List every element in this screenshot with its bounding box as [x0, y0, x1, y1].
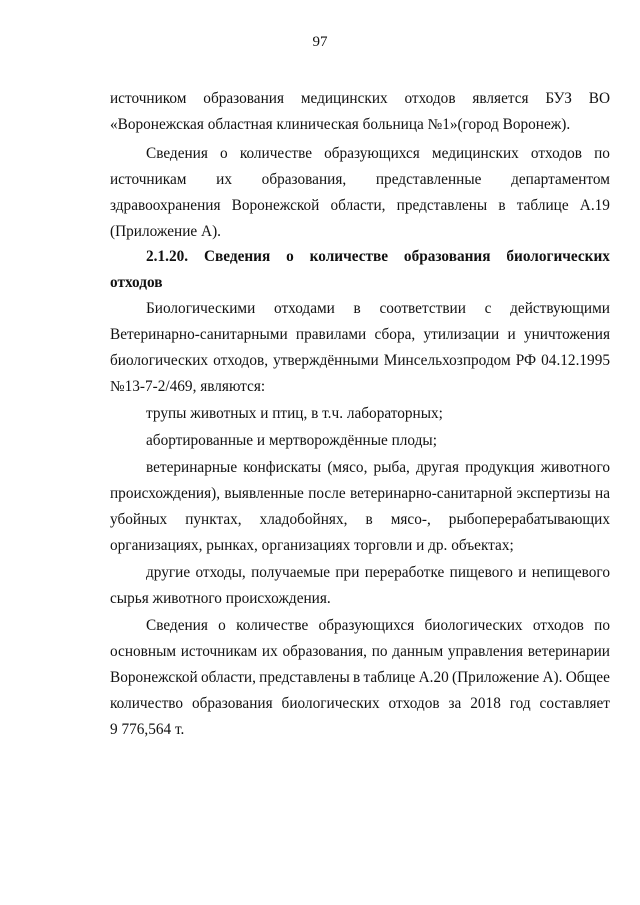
- word: 2018: [470, 695, 501, 712]
- text-line: (Приложение А).: [110, 223, 221, 240]
- word: А.20: [418, 669, 449, 686]
- word: источником: [110, 90, 187, 107]
- word: образующихся: [318, 617, 415, 634]
- word: 2.1.20.: [146, 248, 189, 265]
- word: и: [518, 564, 527, 581]
- word: год: [509, 695, 531, 712]
- text-line: сырья животного происхождения.: [110, 590, 331, 607]
- word: при: [335, 564, 360, 581]
- word: по: [594, 617, 610, 634]
- word: ветеринарные: [146, 459, 238, 476]
- word: в: [498, 197, 506, 214]
- text-line: [110, 348, 610, 374]
- word: продукция: [465, 459, 535, 476]
- word: представлены: [396, 197, 488, 214]
- text-line: 9 776,564 т.: [110, 721, 185, 738]
- word: другая: [416, 459, 459, 476]
- word: конфискаты: [243, 459, 322, 476]
- word: отходами: [274, 300, 335, 317]
- word: Сведения: [146, 145, 208, 162]
- word: количестве: [236, 617, 309, 634]
- text-line: [146, 296, 610, 322]
- list-item: абортированные и мертворождённые плоды;: [146, 432, 437, 449]
- word: составляет: [539, 695, 610, 712]
- word: о: [286, 248, 294, 265]
- text-line: [110, 639, 610, 665]
- word: Ветеринарно-санитарными: [110, 326, 288, 343]
- word: биологических: [281, 695, 380, 712]
- word: источникам: [180, 643, 258, 660]
- list-item: [146, 560, 610, 586]
- word: их: [216, 171, 232, 188]
- word: образования: [403, 248, 491, 265]
- word: о: [218, 617, 226, 634]
- word: происхождения),: [110, 485, 221, 502]
- word: отходов: [530, 145, 582, 162]
- text-line: [146, 141, 610, 167]
- word: А.19: [579, 197, 610, 214]
- word: другие: [146, 564, 191, 581]
- word: их: [261, 643, 278, 660]
- word: в: [365, 511, 373, 528]
- text-line: [110, 481, 610, 507]
- word: отходов,: [213, 352, 269, 369]
- word: получаемые: [251, 564, 331, 581]
- word: по: [371, 643, 388, 660]
- word: биологических: [110, 352, 209, 369]
- word: Общее: [565, 669, 610, 686]
- word: количестве: [309, 248, 389, 265]
- word: рыба,: [373, 459, 410, 476]
- text-line: [110, 665, 610, 691]
- word: Воронежской: [231, 197, 320, 214]
- text-line: [146, 613, 610, 639]
- word: мясо-,: [390, 511, 431, 528]
- word: отходов: [404, 90, 456, 107]
- word: количестве: [239, 145, 312, 162]
- word: за: [448, 695, 462, 712]
- word: переработке: [364, 564, 445, 581]
- text-line: организациях, рынках, организациях торговли и др. объектах;: [110, 537, 514, 554]
- word: ВО: [588, 90, 610, 107]
- word: отходов: [388, 695, 440, 712]
- word: пунктах,: [185, 511, 242, 528]
- text-line: [110, 167, 610, 193]
- word: непищевого: [531, 564, 610, 581]
- word: в: [353, 669, 361, 686]
- word: РФ: [515, 352, 537, 369]
- word: по: [594, 145, 610, 162]
- word: отходов: [532, 617, 584, 634]
- word: департаментом: [511, 171, 610, 188]
- word: области,: [200, 669, 256, 686]
- word: количество: [110, 695, 184, 712]
- word: убойных: [110, 511, 168, 528]
- word: с: [484, 300, 492, 317]
- text-line: [110, 86, 610, 112]
- list-item: [146, 455, 610, 481]
- text-line: «Воронежская областная клиническая больница №1»(город Воронеж).: [110, 116, 571, 133]
- word: действующими: [510, 300, 610, 317]
- word: Сведения: [203, 248, 271, 265]
- word: управления: [447, 643, 524, 660]
- word: таблице: [363, 669, 416, 686]
- word: экспертизы: [516, 485, 591, 502]
- word: области,: [330, 197, 386, 214]
- list-item: трупы животных и птиц, в т.ч. лабораторных;: [146, 405, 443, 422]
- word: утверждёнными: [273, 352, 379, 369]
- text-line: [110, 322, 610, 348]
- word: здравоохранения: [110, 197, 221, 214]
- section-heading: отходов: [110, 274, 163, 291]
- word: основным: [110, 643, 177, 660]
- word: данным: [392, 643, 444, 660]
- word: (мясо,: [327, 459, 368, 476]
- word: Биологическими: [146, 300, 256, 317]
- word: выявленные: [224, 485, 304, 502]
- word: ветеринарии: [527, 643, 610, 660]
- word: рыбоперерабатывающих: [448, 511, 610, 528]
- word: сбора,: [374, 326, 416, 343]
- word: на: [595, 485, 610, 502]
- word: Сведения: [146, 617, 208, 634]
- word: биологических: [506, 248, 610, 265]
- text-line: №13-7-2/469, являются:: [110, 378, 266, 395]
- text-line: [110, 691, 610, 717]
- word: правилами: [295, 326, 367, 343]
- word: хладобойнях,: [259, 511, 348, 528]
- section-heading: [146, 244, 610, 270]
- word: животного: [540, 459, 610, 476]
- word: в: [353, 300, 361, 317]
- word: 04.12.1995: [541, 352, 610, 369]
- word: и: [507, 326, 516, 343]
- word: ветеринарно-санитарной: [350, 485, 513, 502]
- word: Воронежской: [110, 669, 198, 686]
- word: является: [472, 90, 529, 107]
- word: биологических: [424, 617, 523, 634]
- word: А).: [542, 669, 563, 686]
- word: медицинских: [431, 145, 519, 162]
- text-line: [110, 193, 610, 219]
- word: пищевого: [449, 564, 513, 581]
- word: образования,: [261, 171, 347, 188]
- word: Минсельхозпродом: [383, 352, 511, 369]
- word: БУЗ: [545, 90, 572, 107]
- word: медицинских: [300, 90, 388, 107]
- word: образования,: [282, 643, 367, 660]
- page-number: 97: [312, 34, 328, 50]
- word: таблице: [516, 197, 569, 214]
- text-line: [110, 507, 610, 533]
- word: представлены: [259, 669, 350, 686]
- word: после: [308, 485, 346, 502]
- word: образования: [203, 90, 284, 107]
- word: образования: [191, 695, 273, 712]
- word: о: [220, 145, 228, 162]
- word: утилизации: [423, 326, 500, 343]
- word: (Приложение: [452, 669, 540, 686]
- word: уничтожения: [523, 326, 610, 343]
- word: образующихся: [324, 145, 420, 162]
- word: отходы,: [195, 564, 246, 581]
- word: источникам: [110, 171, 187, 188]
- word: представленные: [375, 171, 482, 188]
- word: соответствии: [379, 300, 466, 317]
